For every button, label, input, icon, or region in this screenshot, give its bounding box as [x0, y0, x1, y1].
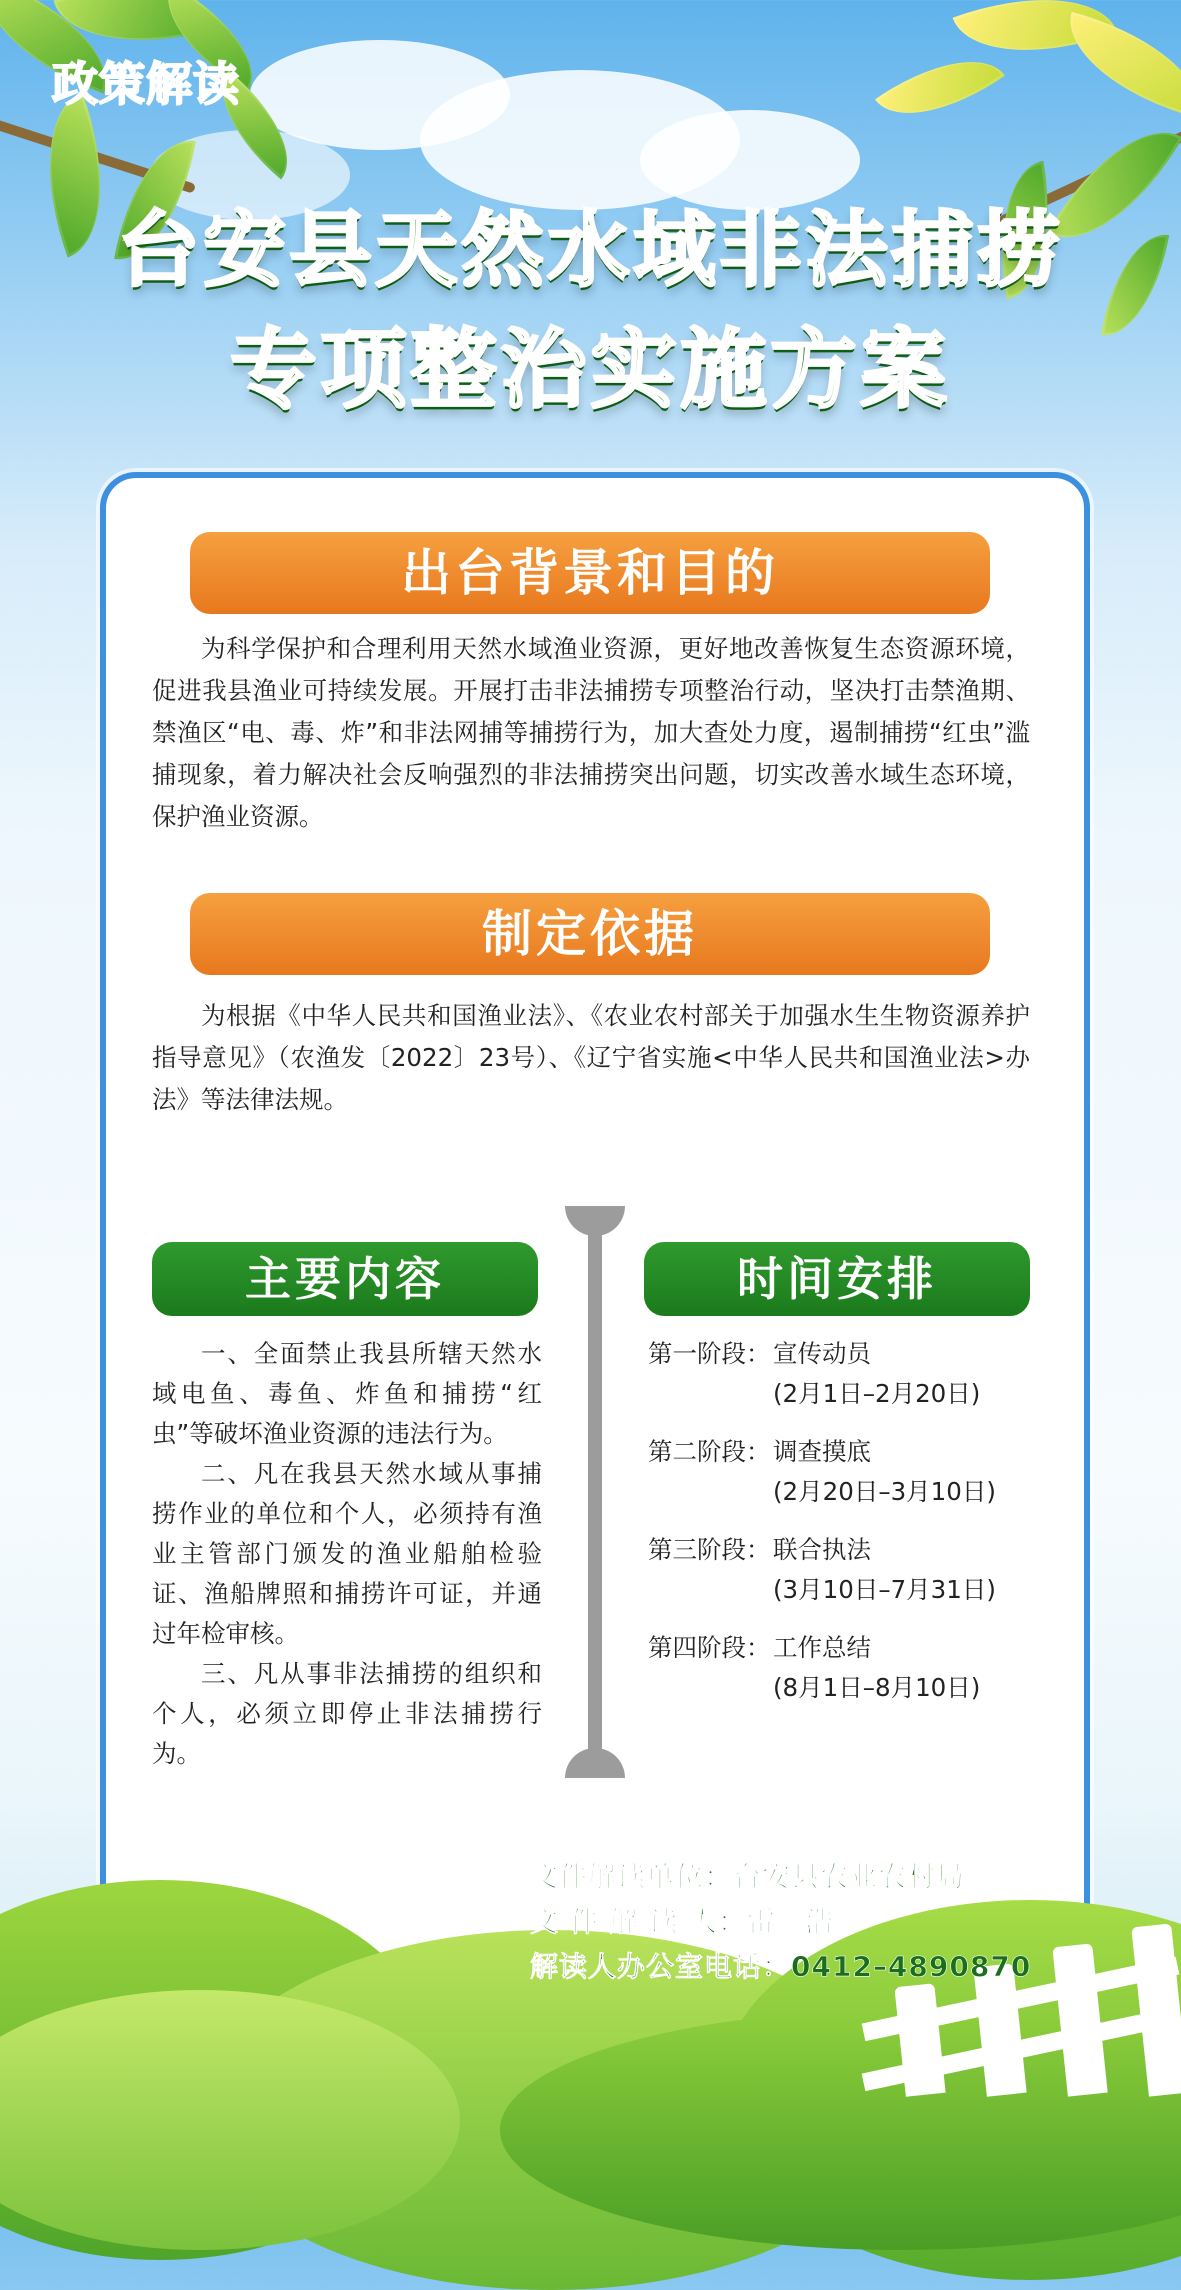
- phase-dates: (2月1日–2月20日): [773, 1379, 981, 1408]
- page-title-line1: 台安县天然水域非法捕捞: [117, 203, 1064, 298]
- section-header-basis: 制定依据: [190, 893, 990, 975]
- list-item: 一、全面禁止我县所辖天然水域电鱼、毒鱼、炸鱼和捕捞“红虫”等破坏渔业资源的违法行为。: [152, 1339, 542, 1448]
- schedule-phase: [648, 1628, 1088, 1708]
- phase-dates: (2月20日–3月10日): [773, 1477, 996, 1506]
- list-item: 三、凡从事非法捕捞的组织和个人，必须立即停止非法捕捞行为。: [152, 1659, 542, 1768]
- phase-task: 调查摸底: [773, 1437, 871, 1466]
- phase-dates: (3月10日–7月31日): [773, 1575, 996, 1604]
- list-item: 二、凡在我县天然水域从事捕捞作业的单位和个人，必须持有渔业主管部门颁发的渔业船舶检验证、渔船牌照和捕捞许可证，并通过年检审核。: [152, 1459, 542, 1648]
- phase-task: 工作总结: [773, 1633, 871, 1662]
- policy-tag: 政策解读: [52, 57, 240, 111]
- section-header-schedule: 时间安排: [644, 1242, 1030, 1316]
- schedule-phase: [648, 1432, 1088, 1512]
- main-content-list: [152, 1334, 542, 1774]
- schedule-list: [648, 1334, 1088, 1708]
- schedule-phase: [648, 1334, 1088, 1414]
- footer-person: 文 件 解 读 人：雷 浩: [530, 1905, 834, 1938]
- phase-label: 第二阶段：: [648, 1437, 771, 1466]
- footer-phone: 解读人办公室电话：0412–4890870: [530, 1950, 1032, 1983]
- phase-task: 联合执法: [773, 1535, 871, 1564]
- section-body-background: 为科学保护和合理利用天然水域渔业资源，更好地改善恢复生态资源环境，促进我县渔业可持续发展。开展打击非法捕捞专项整治行动，坚决打击禁渔期、禁渔区“电、毒、炸”和非法网捕等捕捞行为，加大查处力度，遏制捕捞“红虫”滥捕现象，着力解决社会反响强烈的非法捕捞突出问题，切实改善水域生态环境，保护渔业资源。: [152, 634, 1030, 831]
- phase-dates: (8月1日–8月10日): [773, 1673, 981, 1702]
- phase-task: 宣传动员: [773, 1339, 871, 1368]
- phase-label: 第四阶段：: [648, 1633, 771, 1662]
- section-header-background: 出台背景和目的: [190, 532, 990, 614]
- page-title-line2: 专项整治实施方案: [230, 320, 951, 420]
- phase-label: 第三阶段：: [648, 1535, 771, 1564]
- section-header-main-content: 主要内容: [152, 1242, 538, 1316]
- section-body-basis: 为根据《中华人民共和国渔业法》、《农业农村部关于加强水生生物资源养护指导意见》（农渔发〔2022〕23号）、《辽宁省实施<中华人民共和国渔业法>办法》等法律法规。: [152, 1001, 1030, 1114]
- schedule-phase: [648, 1530, 1088, 1610]
- phase-label: 第一阶段：: [648, 1339, 771, 1368]
- footer-unit: 文件解读单位：台安县农业农村局: [530, 1860, 966, 1893]
